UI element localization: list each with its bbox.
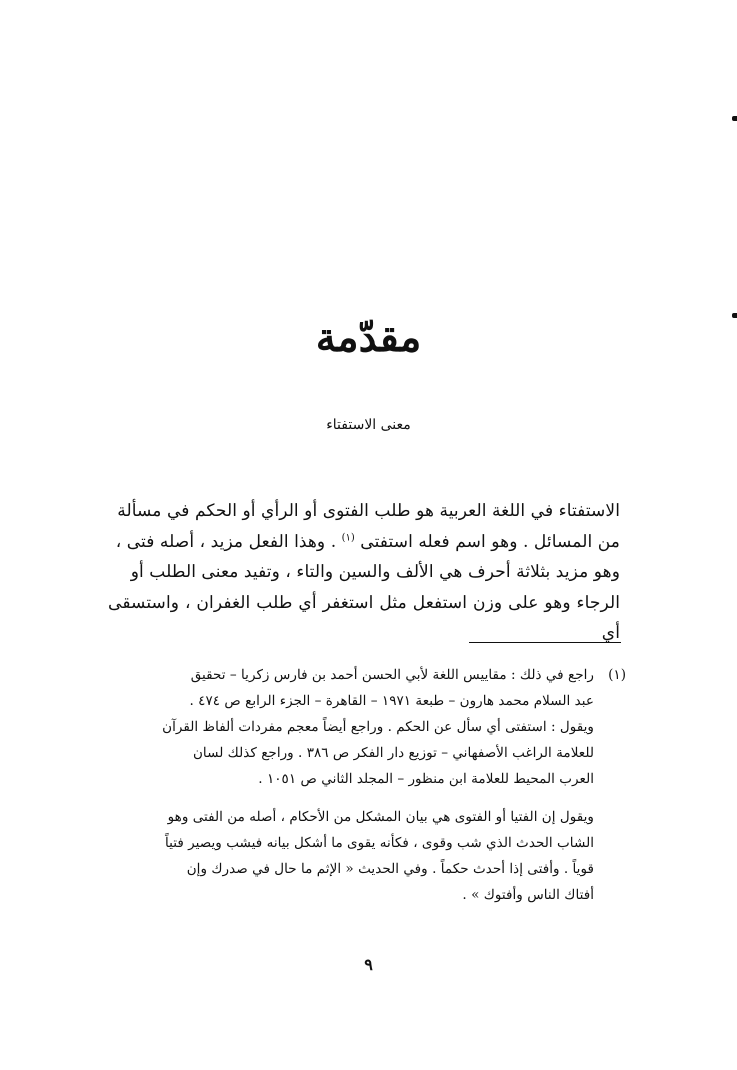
footnote-line: للعلامة الراغب الأصفهاني – توزيع دار الفكر ص ٣٨٦ . وراجع كذلك لسان	[192, 745, 594, 761]
body-line: وهو مزيد بثلاثة أحرف هي الألف والسين والتاء ، وتفيد معنى الطلب أو	[130, 562, 620, 582]
body-line: من المسائل . وهو اسم فعله استفتى $^{(١)}$ . وهذا الفعل مزيد ، أصله فتى ،	[115, 531, 620, 552]
footnote-line: ويقول : استفتى أي سأل عن الحكم . وراجع أيضاً معجم مفردات ألفاظ القرآن	[162, 719, 594, 735]
section-subtitle: معنى الاستفتاء	[326, 417, 411, 433]
footnote-line: عبد السلام محمد هارون – طبعة ١٩٧١ – القاهرة – الجزء الرابع ص ٤٧٤ .	[189, 693, 594, 709]
footnote-line: العرب المحيط للعلامة ابن منظور – المجلد الثاني ص ١٠٥١ .	[258, 771, 594, 787]
page-title: مقدّمة	[315, 314, 422, 361]
footnote-reference[interactable]: (١)	[341, 531, 355, 543]
page-number: ٩	[364, 955, 373, 974]
footnote-divider	[469, 642, 621, 643]
footnote-continuation	[108, 804, 626, 908]
body-paragraph	[108, 496, 620, 649]
body-line: الاستفتاء في اللغة العربية هو طلب الفتوى أو الرأي أو الحكم في مسألة	[117, 501, 620, 521]
footnotes	[108, 662, 626, 908]
footnote-number: (١)	[608, 667, 626, 683]
footnote-spacer	[108, 792, 626, 804]
body-line: الرجاء وهو على وزن استفعل مثل استغفر أي طلب الغفران ، واستسقى أي	[108, 592, 620, 643]
footnote-line: أفتاك الناس وأفتوك » .	[462, 887, 594, 903]
footnote-line: راجع في ذلك : مقاييس اللغة لأبي الحسن أحمد بن فارس زكريا – تحقيق	[190, 667, 594, 683]
footnote-line: ويقول إن الفتيا أو الفتوى هي بيان المشكل من الأحكام ، أصله من الفتى وهو	[167, 809, 594, 825]
footnote-1	[108, 662, 626, 792]
footnote-line: الشاب الحدث الذي شب وقوى ، فكأنه يقوى ما أشكل بيانه فيشب ويصير فتياً	[164, 835, 594, 851]
footnote-line: قوياً . وأفتى إذا أحدث حكماً . وفي الحديث « الإثم ما حال في صدرك وإن	[186, 861, 594, 877]
edge-ink-mark	[732, 116, 737, 121]
